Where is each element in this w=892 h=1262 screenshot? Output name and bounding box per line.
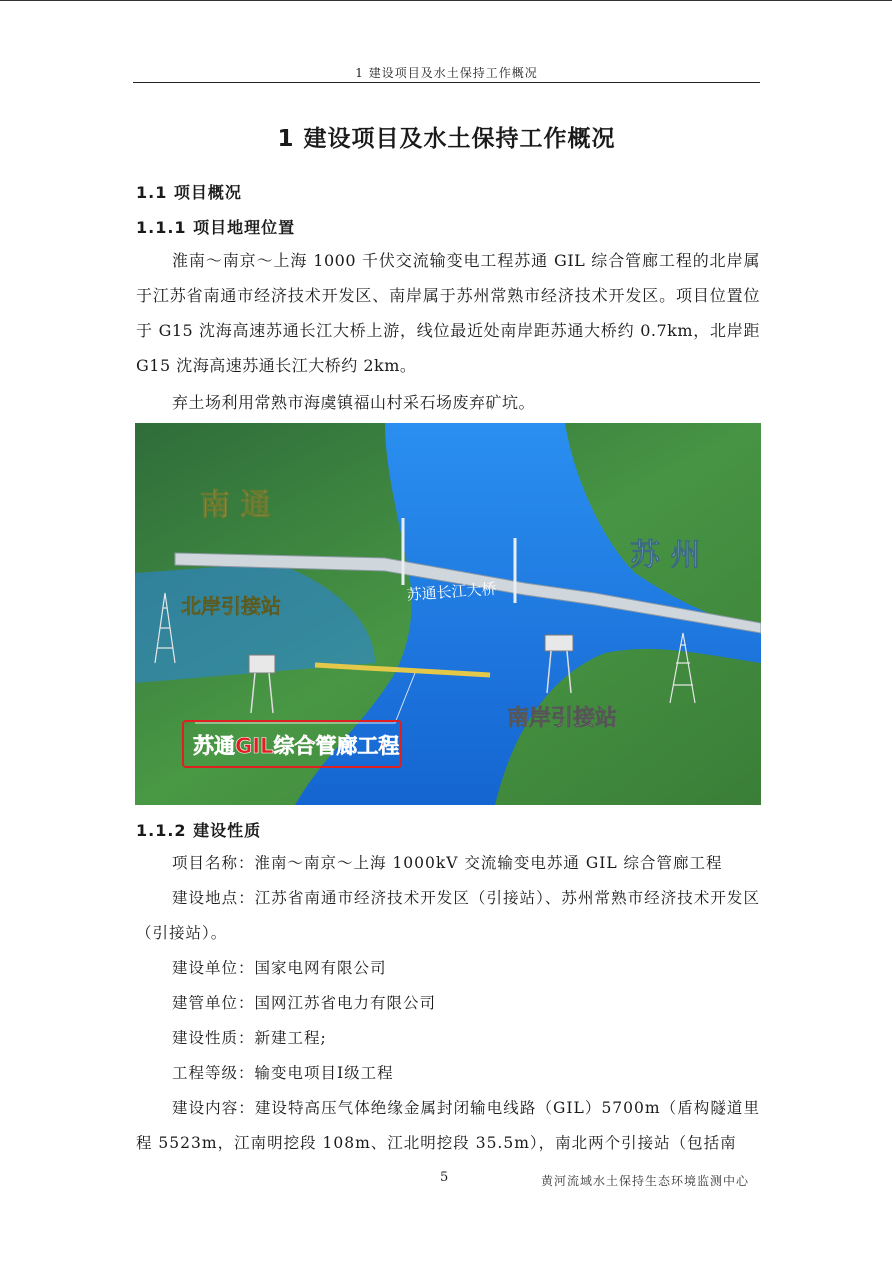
info-value: 江苏省南通市经济技术开发区（引接站）、苏州常熟市经济技术开发区（引接站）。 xyxy=(136,889,760,942)
paragraph-location: 淮南～南京～上海 1000 千伏交流输变电工程苏通 GIL 综合管廊工程的北岸属于江苏省南通市经济技术开发区、南岸属于苏州常熟市经济技术开发区。项目位置位于 G15 沈海高速苏通长江大桥上游，线位最近处南岸距苏通大桥约 0.7km，北岸距 G15 沈海高速苏通长江大桥约 2km。 xyxy=(136,251,760,375)
info-row-content xyxy=(136,1091,760,1161)
label-nantong: 南 通 xyxy=(200,488,271,523)
info-key: 建设内容： xyxy=(172,1099,255,1117)
info-key: 建管单位： xyxy=(172,994,255,1012)
info-key: 工程等级： xyxy=(172,1064,255,1082)
top-border xyxy=(0,0,892,1)
info-value: 新建工程; xyxy=(254,1029,327,1047)
section-heading-1-1: 1.1 项目概况 xyxy=(136,183,242,202)
project-info-list xyxy=(136,846,760,1161)
label-north-station: 北岸引接站 xyxy=(181,594,281,618)
chapter-title: 1 建设项目及水土保持工作概况 xyxy=(277,126,616,152)
info-key: 建设单位： xyxy=(172,959,255,977)
label-bridge: 苏通长江大桥 xyxy=(406,579,498,604)
info-value: 国网江苏省电力有限公司 xyxy=(254,994,437,1012)
info-row-location xyxy=(136,881,760,951)
info-row-builder xyxy=(136,951,760,986)
info-value: 建设特高压气体绝缘金属封闭输电线路（GIL）5700m（盾构隧道里程 5523m，江南明挖段 108m、江北明挖段 35.5m），南北两个引接站（包括南 xyxy=(136,1099,760,1152)
info-value: 输变电项目Ⅰ级工程 xyxy=(254,1064,394,1082)
info-key: 建设性质： xyxy=(172,1029,255,1047)
info-key: 建设地点： xyxy=(172,889,255,907)
page-number: 5 xyxy=(440,1170,449,1185)
label-gil-project: 苏通GIL综合管廊工程 xyxy=(193,734,400,758)
project-location-figure xyxy=(135,423,761,805)
section-heading-1-1-1: 1.1.1 项目地理位置 xyxy=(136,218,296,237)
info-key: 项目名称： xyxy=(172,854,255,872)
footer-organization: 黄河流域水土保持生态环境监测中心 xyxy=(541,1174,750,1188)
info-row-grade xyxy=(136,1056,760,1091)
info-row-project-name xyxy=(136,846,760,881)
info-row-manager xyxy=(136,986,760,1021)
info-value: 国家电网有限公司 xyxy=(254,959,387,977)
section-heading-1-1-2: 1.1.2 建设性质 xyxy=(136,821,262,840)
label-suzhou: 苏 州 xyxy=(630,538,701,573)
running-header: 1 建设项目及水土保持工作概况 xyxy=(355,66,538,80)
info-value: 淮南～南京～上海 1000kV 交流输变电苏通 GIL 综合管廊工程 xyxy=(254,854,723,872)
paragraph-spoil-site: 弃土场利用常熟市海虞镇福山村采石场废弃矿坑。 xyxy=(172,393,536,412)
header-rule xyxy=(133,82,760,83)
label-south-station: 南岸引接站 xyxy=(507,706,618,731)
project-map-illustration xyxy=(135,423,761,805)
info-row-nature xyxy=(136,1021,760,1056)
